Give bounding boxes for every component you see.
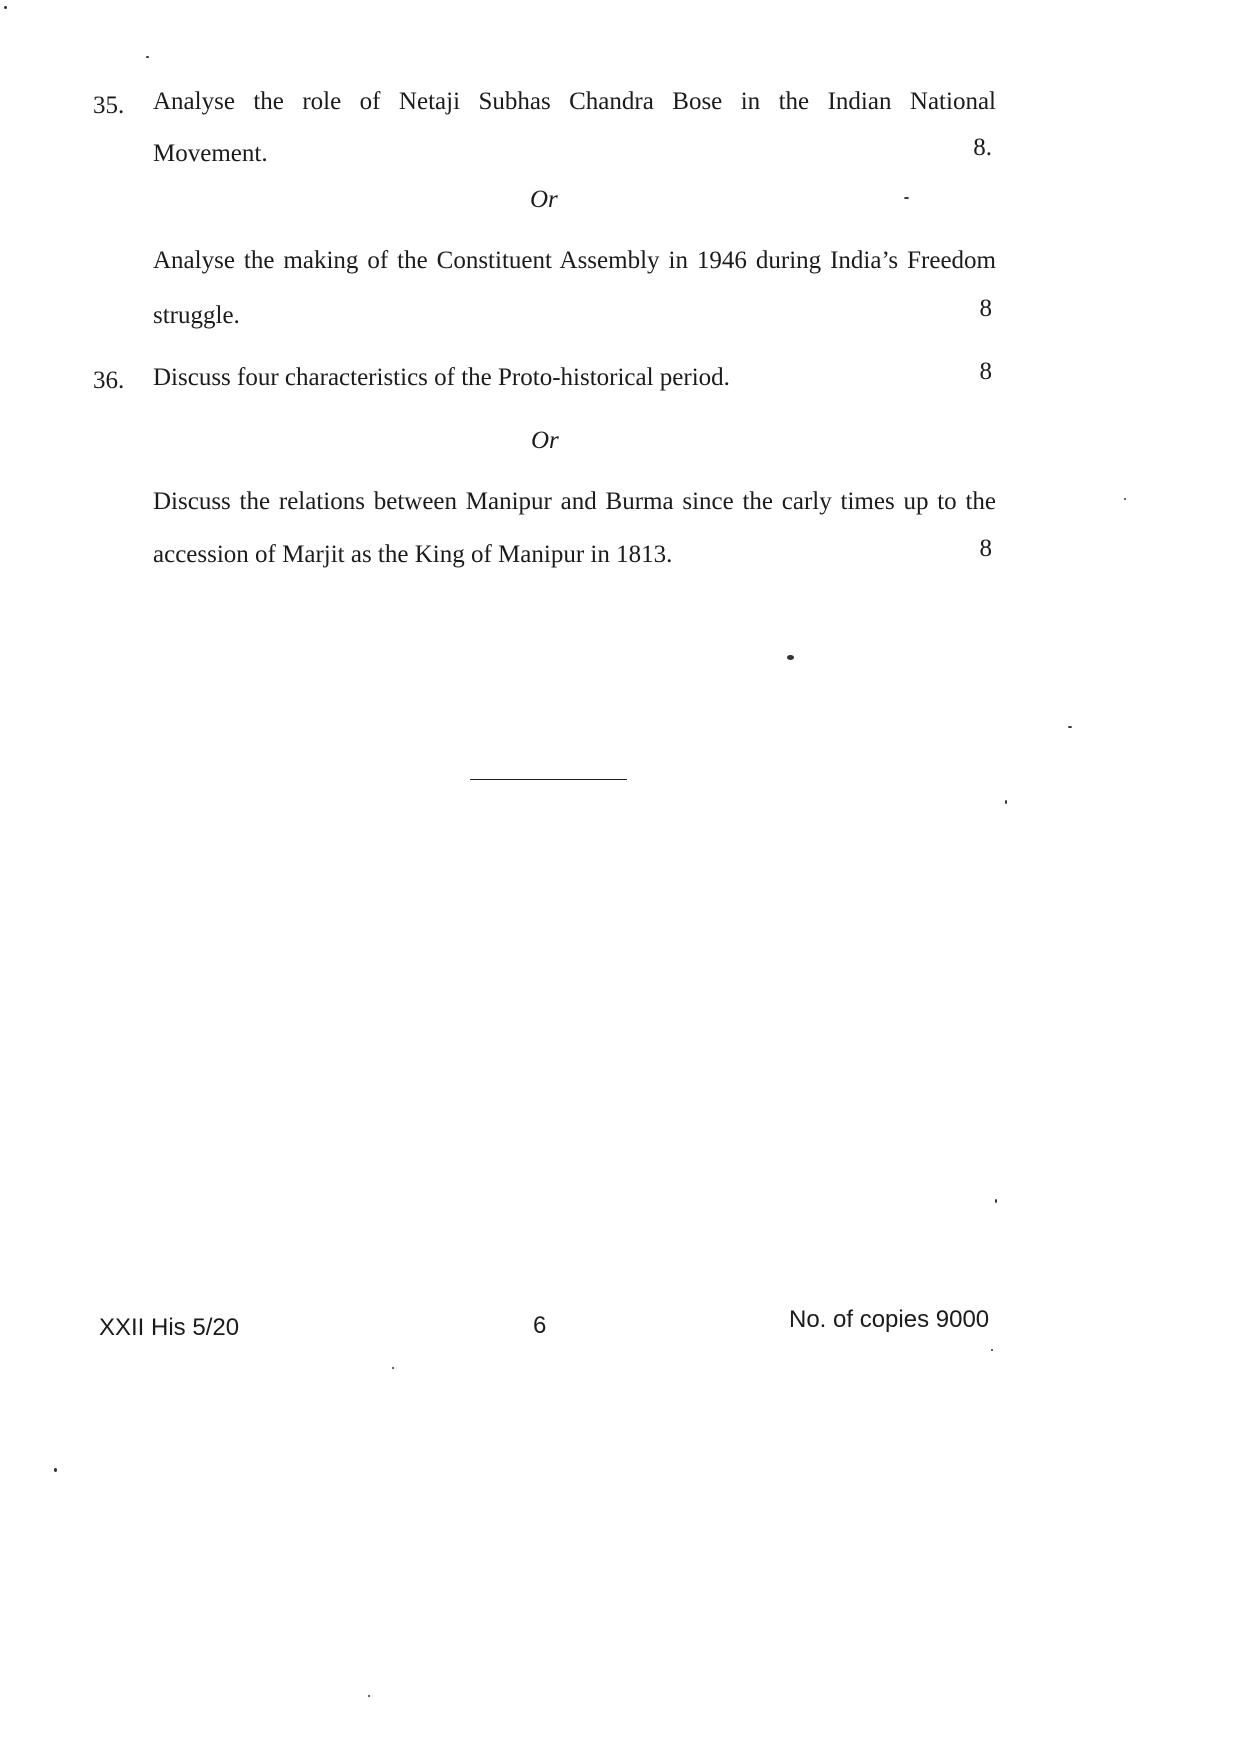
question-text-line: Movement. (153, 140, 268, 167)
question-marks: 8 (979, 295, 992, 322)
question-text-line: Discuss four characteristics of the Proto-historical period. (153, 364, 730, 391)
scan-speck (787, 655, 794, 660)
question-text-line: Analyse the role of Netaji Subhas Chandra Bose in the Indian National (153, 88, 996, 115)
question-marks: 8 (979, 535, 992, 562)
page-number: 6 (533, 1312, 547, 1339)
scan-speck (995, 1199, 997, 1203)
scan-speck (4, 6, 7, 9)
question-marks: 8 (979, 358, 992, 385)
question-number: 36. (93, 367, 125, 394)
scan-speck (904, 197, 909, 199)
question-text-line: Analyse the making of the Constituent Assembly in 1946 during India’s Freedom (153, 247, 996, 274)
scan-speck (54, 1468, 57, 1472)
scan-speck (146, 56, 149, 58)
scan-speck (1068, 726, 1072, 728)
question-text-line: Discuss the relations between Manipur and Burma since the carly times up to the (153, 488, 996, 515)
or-divider: Or (531, 427, 559, 454)
question-text-line: accession of Marjit as the King of Manipur in 1813. (153, 541, 673, 568)
scan-speck (991, 1349, 993, 1351)
scan-speck (368, 1695, 370, 1697)
scan-speck (1005, 800, 1007, 804)
scan-speck (392, 1367, 394, 1369)
question-text-line: struggle. (153, 302, 240, 329)
scan-speck (1124, 498, 1126, 500)
end-rule (470, 779, 627, 780)
question-marks: 8. (973, 134, 992, 161)
or-divider: Or (530, 186, 558, 213)
copies-count: No. of copies 9000 (789, 1306, 990, 1333)
paper-code: XXII His 5/20 (99, 1314, 240, 1341)
question-number: 35. (93, 92, 125, 119)
